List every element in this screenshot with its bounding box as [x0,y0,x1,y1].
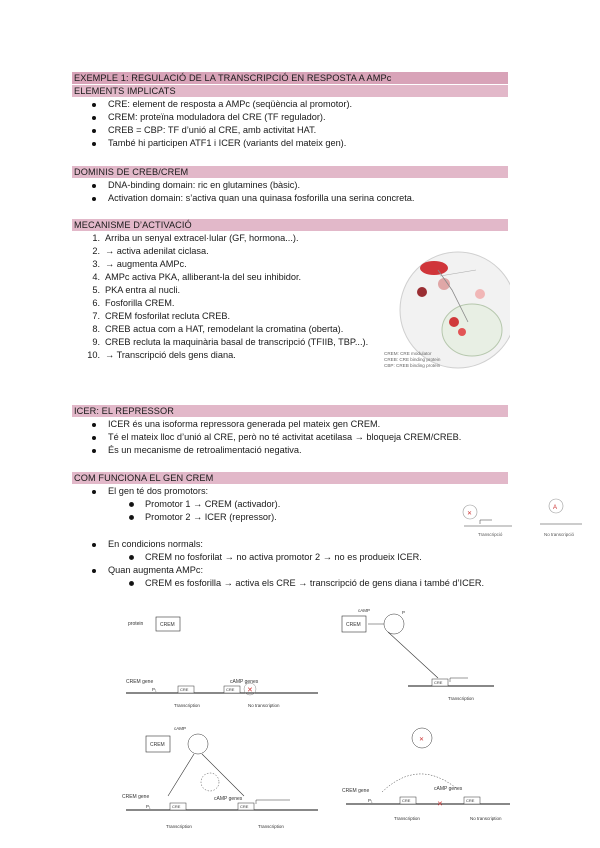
icer-circle-shape [201,773,219,791]
promoter-label: P₁ [152,687,157,692]
cell-legend-line: CBP: CREB binding protein [384,363,441,368]
section-heading-dominis: DOMINIS DE CREB/CREM [72,166,508,178]
list-item: També hi participen ATF1 i ICER (variants del mateix gen). [89,137,509,150]
signal-receptor-shape [420,261,448,275]
diagram-label: CREM gene [122,794,150,800]
list-item: 4. AMPc activa PKA, alliberant-la del seu inhibidor. [92,272,302,282]
section-heading-elements: ELEMENTS IMPLICATS [72,85,508,97]
sub-list-item: CREM no fosforilat → no activa promotor 2 → no es produeix ICER. [108,551,519,564]
list-item: 9. CREB recluta la maquinària basal de transcripció (TFIIB, TBP...). [92,337,369,347]
nucleus-shape [442,304,502,356]
list-item: CREM: proteïna moduladora del CRE (TF regulador). [89,111,509,124]
cell-legend-line: CREM: CRE modulator [384,351,432,356]
arrow-icon [450,678,468,682]
cre-label: CRE [466,798,475,803]
diagram-label: Transcription [166,824,192,829]
list-item: 10. → Transcripció dels gens diana. [87,350,236,360]
diagram-label: No transcription [248,703,280,708]
mecanisme-list [86,232,370,362]
crem-box-label: CREM [150,742,165,748]
list-item: ICER és una isoforma repressora generada pel mateix gen CREM. [89,418,514,431]
diagram-label: Transcription [448,696,474,701]
list-item: És un mecanisme de retroalimentació negativa. [89,444,514,457]
elements-list [89,98,509,150]
protein-shape [475,289,485,299]
crem-diagram-2 [338,600,498,710]
binding-line [168,754,244,796]
camp-shape [417,287,427,297]
sub-list-item: CREM es fosforilla → activa els CRE → transcripció de gens diana i també d’ICER. [108,577,519,590]
list-item: 3. → augmenta AMPc. [92,259,187,269]
arrow-icon [480,520,492,524]
diagram-label: cAMP genes [230,679,259,685]
list-item: Quan augmenta AMPc: CREM es fosforilla → activa els CRE → transcripció de gens diana i també d’ICER. [89,564,519,590]
diagram-label: Transcription [394,816,420,821]
cre-label: CRE [240,804,249,809]
crem-shape [449,317,459,327]
binding-line [388,632,438,678]
gen-crem-list-1 [89,485,419,524]
list-item: 6. Fosforilla CREM. [92,298,175,308]
gene-state-figure [452,494,592,542]
creb-circle-shape [188,734,208,754]
list-item: 2. → activa adenilat ciclasa. [92,246,209,256]
section-heading-icer: ICER: EL REPRESSOR [72,405,508,417]
diagram-label: cAMP genes [214,796,243,802]
figure-label: No transcripció [544,532,575,537]
list-item: DNA-binding domain: ric en glutamines (bàsic). [89,179,509,192]
x-mark-icon: ✕ [437,801,443,808]
list-item: Té el mateix lloc d’unió al CRE, però no té activitat acetilasa → bloqueja CREM/CREB. [89,431,514,444]
crem-diagram-3 [118,722,323,834]
dominis-list [89,179,509,205]
phosphate-label: P [402,610,406,615]
crem-box-label: CREM [346,622,361,628]
cell-signalling-figure [380,230,510,380]
cell-legend-line: CREB: CRE binding protein [384,357,441,362]
arrow-icon [256,800,290,804]
cre-label: CRE [402,798,411,803]
creb-shape [458,328,466,336]
promoter-label: P₁ [146,804,151,809]
cre-label: CRE [180,687,189,692]
cre-label: CRE [226,687,235,692]
cre-label: CRE [434,680,443,685]
list-item: 1. Arriba un senyal extracel·lular (GF, hormona...). [92,233,299,243]
crem-box-label: CREM [160,622,175,628]
x-mark-icon: ✕ [467,511,473,517]
list-item: CREB = CBP: TF d’unió al CRE, amb activitat HAT. [89,124,509,137]
diagram-label: protein [128,621,144,627]
sub-list-item: Promotor 2 → ICER (repressor). [108,511,419,524]
diagram-label: CREM gene [342,788,370,794]
diagram-label: cAMP genes [434,786,463,792]
figure-label: Transcripció [478,532,503,537]
page-title: EXEMPLE 1: REGULACIÓ DE LA TRANSCRIPCIÓ EN RESPOSTA A AMPc [72,72,508,84]
crem-diagram-4 [338,718,513,830]
list-item: 5. PKA entra al nucli. [92,285,181,295]
camp-label: cAMP [358,608,371,613]
list-item: 7. CREM fosforilat recluta CREB. [92,311,231,321]
gen-crem-list-2 [89,538,519,590]
x-mark-icon: ✕ [419,737,425,743]
crem-diagram-1 [118,605,323,720]
diagram-label: Transcription [258,824,284,829]
diagram-label: CREM gene [126,679,154,685]
list-item: El gen té dos promotors: Promotor 1 → CREM (activador). Promotor 2 → ICER (repressor). [89,485,419,524]
list-item: Activation domain: s’activa quan una quinasa fosforilla una serina concreta. [89,192,509,205]
diagram-label: Transcription [174,703,200,708]
sub-list-item: Promotor 1 → CREM (activador). [108,498,419,511]
list-item: CRE: element de resposta a AMPc (seqüència al promotor). [89,98,509,111]
x-mark-icon: ✕ [247,687,253,694]
list-item: En condicions normals: CREM no fosforilat → no activa promotor 2 → no es produeix ICER. [89,538,519,564]
section-heading-mecanisme: MECANISME D’ACTIVACIÓ [72,219,508,231]
section-heading-gen-crem: COM FUNCIONA EL GEN CREM [72,472,508,484]
list-item: 8. CREB actua com a HAT, remodelant la cromatina (oberta). [92,324,344,334]
promoter-label: P₁ [368,798,373,803]
icer-list [89,418,514,457]
cre-label: CRE [172,804,181,809]
camp-label: cAMP [174,726,187,731]
creb-circle-shape [384,614,404,634]
diagram-label: No transcription [470,816,502,821]
a-mark-icon: A [553,505,558,511]
